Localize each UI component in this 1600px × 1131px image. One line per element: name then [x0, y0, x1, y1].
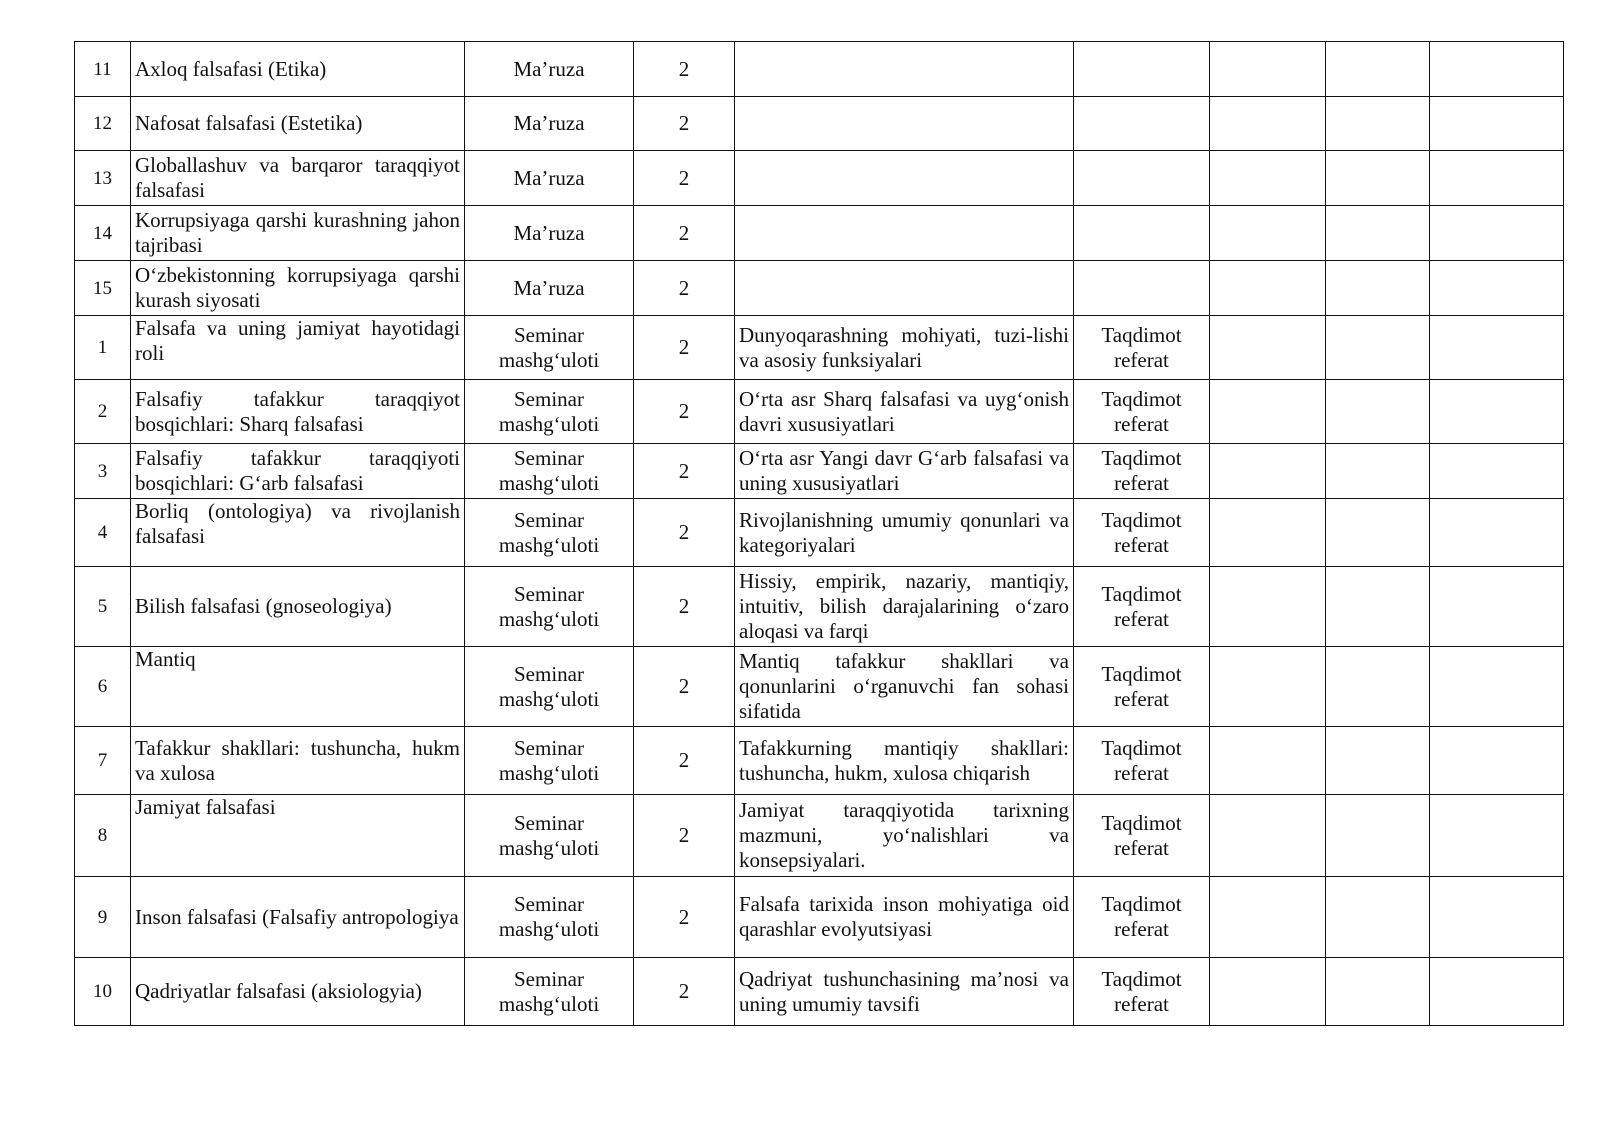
lesson-type-cell: Seminar mashg‘uloti	[465, 727, 634, 795]
empty-cell	[1210, 380, 1326, 444]
table-row	[75, 444, 1564, 499]
description-cell: O‘rta asr Sharq falsafasi va uyg‘onish davri xususiyatlari	[735, 380, 1074, 444]
description-cell	[735, 151, 1074, 206]
topic-cell: Borliq (ontologiya) va rivojlanish falsafasi	[131, 499, 465, 567]
table-row	[75, 42, 1564, 97]
assessment-form-cell	[1074, 206, 1210, 261]
lesson-type-cell: Ma’ruza	[465, 261, 634, 316]
description-cell: Qadriyat tushunchasining ma’nosi va uning umumiy tavsifi	[735, 958, 1074, 1026]
lesson-type-cell: Seminar mashg‘uloti	[465, 444, 634, 499]
topic-cell: Falsafiy tafakkur taraqqiyot bosqichlari: Sharq falsafasi	[131, 380, 465, 444]
row-number: 8	[75, 795, 131, 877]
lesson-type-cell: Ma’ruza	[465, 206, 634, 261]
empty-cell	[1430, 206, 1564, 261]
description-cell	[735, 97, 1074, 151]
table-row	[75, 380, 1564, 444]
topic-cell: Tafakkur shakllari: tushuncha, hukm va xulosa	[131, 727, 465, 795]
empty-cell	[1210, 795, 1326, 877]
hours-cell: 2	[634, 647, 735, 727]
lesson-type-cell: Ma’ruza	[465, 151, 634, 206]
topic-cell: Jamiyat falsafasi	[131, 795, 465, 877]
hours-cell: 2	[634, 316, 735, 380]
empty-cell	[1326, 151, 1430, 206]
topic-cell: Globallashuv va barqaror taraqqiyot falsafasi	[131, 151, 465, 206]
empty-cell	[1326, 795, 1430, 877]
table-row	[75, 261, 1564, 316]
table-row	[75, 316, 1564, 380]
hours-cell: 2	[634, 567, 735, 647]
lesson-type-cell: Seminar mashg‘uloti	[465, 499, 634, 567]
table-row	[75, 647, 1564, 727]
row-number: 7	[75, 727, 131, 795]
description-cell: Falsafa tarixida inson mohiyatiga oid qarashlar evolyutsiyasi	[735, 877, 1074, 958]
assessment-form-cell	[1074, 261, 1210, 316]
table-row	[75, 206, 1564, 261]
lesson-type-cell: Seminar mashg‘uloti	[465, 958, 634, 1026]
empty-cell	[1430, 795, 1564, 877]
row-number: 10	[75, 958, 131, 1026]
empty-cell	[1210, 647, 1326, 727]
row-number: 14	[75, 206, 131, 261]
empty-cell	[1430, 261, 1564, 316]
assessment-form-cell: Taqdimot referat	[1074, 316, 1210, 380]
row-number: 4	[75, 499, 131, 567]
assessment-form-cell: Taqdimot referat	[1074, 499, 1210, 567]
row-number: 13	[75, 151, 131, 206]
empty-cell	[1326, 958, 1430, 1026]
hours-cell: 2	[634, 42, 735, 97]
description-cell: Jamiyat taraqqiyotida tarixning mazmuni, yo‘nalishlari va konsepsiyalari.	[735, 795, 1074, 877]
description-cell: Hissiy, empirik, nazariy, mantiqiy, intuitiv, bilish darajalarining o‘zaro aloqasi va farqi	[735, 567, 1074, 647]
empty-cell	[1430, 380, 1564, 444]
empty-cell	[1210, 151, 1326, 206]
description-cell: Rivojlanishning umumiy qonunlari va kategoriyalari	[735, 499, 1074, 567]
lesson-type-cell: Seminar mashg‘uloti	[465, 380, 634, 444]
lesson-type-cell: Ma’ruza	[465, 97, 634, 151]
empty-cell	[1210, 567, 1326, 647]
row-number: 3	[75, 444, 131, 499]
hours-cell: 2	[634, 795, 735, 877]
empty-cell	[1430, 727, 1564, 795]
assessment-form-cell: Taqdimot referat	[1074, 727, 1210, 795]
assessment-form-cell	[1074, 97, 1210, 151]
empty-cell	[1430, 97, 1564, 151]
empty-cell	[1430, 42, 1564, 97]
hours-cell: 2	[634, 380, 735, 444]
row-number: 9	[75, 877, 131, 958]
assessment-form-cell: Taqdimot referat	[1074, 877, 1210, 958]
row-number: 5	[75, 567, 131, 647]
empty-cell	[1326, 316, 1430, 380]
row-number: 2	[75, 380, 131, 444]
empty-cell	[1326, 499, 1430, 567]
hours-cell: 2	[634, 151, 735, 206]
assessment-form-cell: Taqdimot referat	[1074, 444, 1210, 499]
lesson-type-cell: Seminar mashg‘uloti	[465, 877, 634, 958]
empty-cell	[1210, 444, 1326, 499]
topic-cell: Nafosat falsafasi (Estetika)	[131, 97, 465, 151]
topic-cell: O‘zbekistonning korrupsiyaga qarshi kurash siyosati	[131, 261, 465, 316]
table-row	[75, 499, 1564, 567]
row-number: 6	[75, 647, 131, 727]
hours-cell: 2	[634, 958, 735, 1026]
assessment-form-cell: Taqdimot referat	[1074, 647, 1210, 727]
hours-cell: 2	[634, 444, 735, 499]
description-cell	[735, 206, 1074, 261]
empty-cell	[1326, 567, 1430, 647]
topic-cell: Inson falsafasi (Falsafiy antropologiya	[131, 877, 465, 958]
empty-cell	[1326, 727, 1430, 795]
table-row	[75, 958, 1564, 1026]
row-number: 1	[75, 316, 131, 380]
empty-cell	[1430, 647, 1564, 727]
hours-cell: 2	[634, 877, 735, 958]
lesson-type-cell: Seminar mashg‘uloti	[465, 795, 634, 877]
empty-cell	[1430, 958, 1564, 1026]
assessment-form-cell: Taqdimot referat	[1074, 380, 1210, 444]
empty-cell	[1326, 444, 1430, 499]
topic-cell: Falsafiy tafakkur taraqqiyoti bosqichlari: G‘arb falsafasi	[131, 444, 465, 499]
row-number: 11	[75, 42, 131, 97]
empty-cell	[1430, 316, 1564, 380]
empty-cell	[1326, 206, 1430, 261]
table-row	[75, 151, 1564, 206]
curriculum-table	[74, 41, 1564, 1026]
empty-cell	[1326, 42, 1430, 97]
empty-cell	[1326, 97, 1430, 151]
description-cell	[735, 261, 1074, 316]
topic-cell: Qadriyatlar falsafasi (aksiologyia)	[131, 958, 465, 1026]
empty-cell	[1210, 958, 1326, 1026]
table-row	[75, 795, 1564, 877]
empty-cell	[1210, 877, 1326, 958]
empty-cell	[1430, 444, 1564, 499]
empty-cell	[1326, 877, 1430, 958]
topic-cell: Mantiq	[131, 647, 465, 727]
empty-cell	[1430, 151, 1564, 206]
empty-cell	[1326, 380, 1430, 444]
topic-cell: Korrupsiyaga qarshi kurashning jahon tajribasi	[131, 206, 465, 261]
empty-cell	[1210, 499, 1326, 567]
description-cell: Tafakkurning mantiqiy shakllari: tushuncha, hukm, xulosa chiqarish	[735, 727, 1074, 795]
empty-cell	[1210, 97, 1326, 151]
hours-cell: 2	[634, 499, 735, 567]
description-cell: Mantiq tafakkur shakllari va qonunlarini o‘rganuvchi fan sohasi sifatida	[735, 647, 1074, 727]
topic-cell: Falsafa va uning jamiyat hayotidagi roli	[131, 316, 465, 380]
hours-cell: 2	[634, 97, 735, 151]
table-row	[75, 97, 1564, 151]
empty-cell	[1210, 261, 1326, 316]
description-cell	[735, 42, 1074, 97]
lesson-type-cell: Ma’ruza	[465, 42, 634, 97]
table-row	[75, 567, 1564, 647]
empty-cell	[1210, 316, 1326, 380]
empty-cell	[1430, 877, 1564, 958]
hours-cell: 2	[634, 727, 735, 795]
empty-cell	[1430, 499, 1564, 567]
description-cell: O‘rta asr Yangi davr G‘arb falsafasi va uning xususiyatlari	[735, 444, 1074, 499]
empty-cell	[1210, 206, 1326, 261]
row-number: 15	[75, 261, 131, 316]
assessment-form-cell: Taqdimot referat	[1074, 958, 1210, 1026]
empty-cell	[1430, 567, 1564, 647]
empty-cell	[1326, 647, 1430, 727]
empty-cell	[1210, 727, 1326, 795]
assessment-form-cell	[1074, 42, 1210, 97]
assessment-form-cell: Taqdimot referat	[1074, 567, 1210, 647]
description-cell: Dunyoqarashning mohiyati, tuzi-lishi va asosiy funksiyalari	[735, 316, 1074, 380]
topic-cell: Bilish falsafasi (gnoseologiya)	[131, 567, 465, 647]
lesson-type-cell: Seminar mashg‘uloti	[465, 567, 634, 647]
topic-cell: Axloq falsafasi (Etika)	[131, 42, 465, 97]
assessment-form-cell	[1074, 151, 1210, 206]
lesson-type-cell: Seminar mashg‘uloti	[465, 647, 634, 727]
row-number: 12	[75, 97, 131, 151]
table-row	[75, 727, 1564, 795]
empty-cell	[1210, 42, 1326, 97]
empty-cell	[1326, 261, 1430, 316]
table-row	[75, 877, 1564, 958]
lesson-type-cell: Seminar mashg‘uloti	[465, 316, 634, 380]
hours-cell: 2	[634, 261, 735, 316]
hours-cell: 2	[634, 206, 735, 261]
assessment-form-cell: Taqdimot referat	[1074, 795, 1210, 877]
